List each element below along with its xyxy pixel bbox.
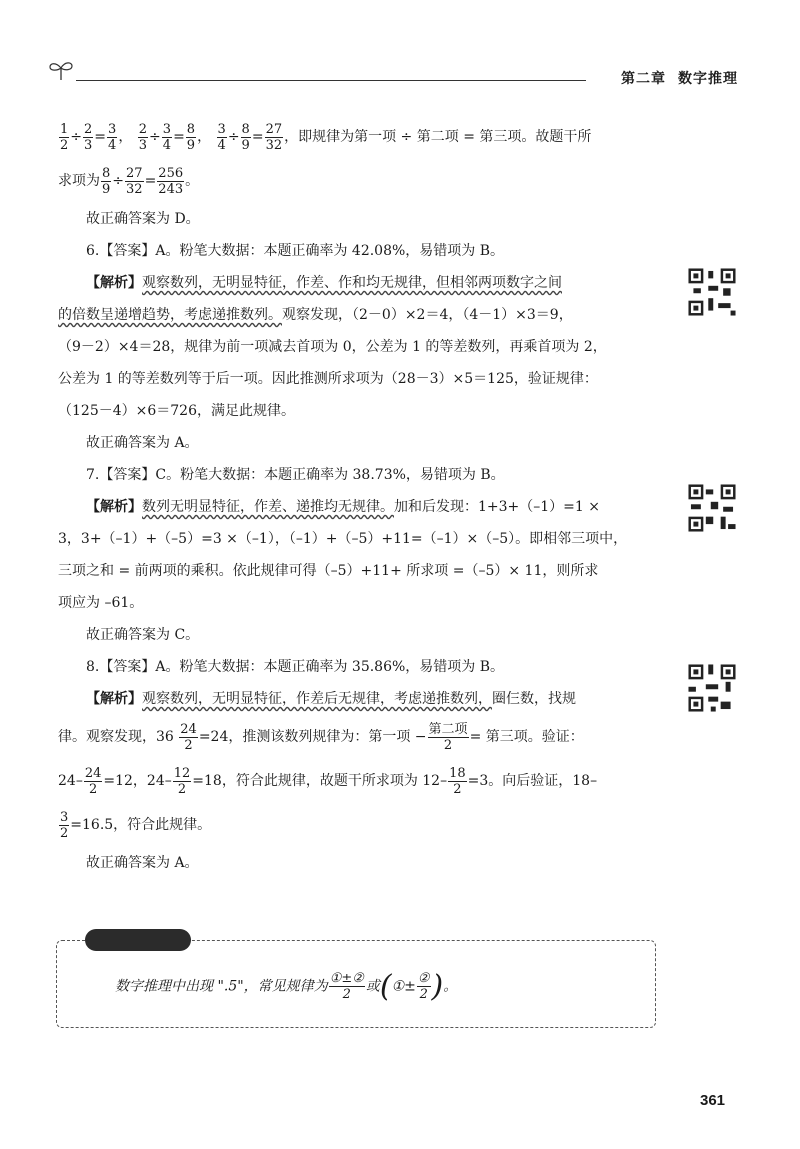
sprout-icon: [48, 58, 74, 82]
fraction: $\frac{2}{3}$: [138, 121, 148, 153]
q8-conclusion: 故正确答案为 A。: [86, 855, 199, 871]
q6-analysis-line-5: （125－4）×6＝726，满足此规律。: [58, 403, 295, 419]
q6-analysis-line-2: 的倍数呈递增趋势，考虑递推数列。观察发现，（2－0）×2＝4，（4－1）×3＝9，: [58, 307, 573, 323]
formula-line-2: 求项为 $\frac{8}{9}$ ÷ $\frac{27}{32}$ = $\frac{256}{243}$ 。: [58, 165, 200, 197]
q8-analysis-line-1: 【解析】观察数列，无明显特征，作差后无规律，考虑递推数列，圈仨数，找规: [86, 691, 576, 707]
q8-analysis-line-3: 24– $\frac{24}{2}$ =12，24– $\frac{12}{2}$ =18，符合此规律，故题干所求项为 12– $\frac{18}{2}$ =3。向后验证，18–: [58, 765, 598, 797]
q7-analysis-line-1: 【解析】数列无明显特征，作差、递推均无规律。加和后发现：1+3+（–1）=1 ×: [86, 499, 601, 515]
answer-5: 故正确答案为 D。: [86, 211, 200, 227]
q7-analysis-line-4: 项应为 –61。: [58, 595, 144, 611]
qr-code-icon[interactable]: [686, 266, 738, 318]
fraction: $\frac{24}{2}$: [84, 765, 102, 797]
chapter-label: [621, 68, 738, 88]
q8-analysis-line-2: 律。观察发现，36 $\frac{24}{2}$ =24，推测该数列规律为：第一项 − $\frac{\text{第二项}}{2}$ = 第三项。验证：: [58, 721, 584, 753]
analysis-tag: 【解析】: [86, 275, 142, 291]
page-content: [58, 118, 658, 882]
q7-answer-header: 7.【答案】C。粉笔大数据：本题正确率为 38.73%，易错项为 B。: [86, 467, 505, 483]
fraction: $\frac{\text{②}}{2}$: [417, 971, 430, 1002]
analysis-tag: 【解析】: [86, 499, 142, 515]
fraction: $\frac{\text{①±②}}{2}$: [329, 971, 364, 1002]
fraction: $\frac{2}{3}$: [84, 121, 93, 153]
chapter-number: 第二章: [621, 71, 666, 87]
tip-box: [56, 940, 656, 1028]
fraction: $\frac{24}{2}$: [180, 721, 197, 753]
fraction: $\frac{\text{第二项}}{2}$: [428, 721, 468, 753]
tip-badge-icon: [85, 929, 191, 951]
qr-code-icon[interactable]: [686, 662, 738, 714]
fraction: $\frac{256}{243}$: [158, 165, 184, 197]
fraction: $\frac{3}{4}$: [108, 121, 117, 153]
header-rule: [76, 80, 586, 81]
q7-analysis-line-3: 三项之和 = 前两项的乘积。依此规律可得（–5）+11+ 所求项 =（–5）× 11，则所求: [58, 563, 599, 579]
formula-line-1: $\frac{1}{2}$ ÷ $\frac{2}{3}$ = $\frac{3}{4}$ ， $\frac{2}{3}$ ÷ $\frac{3}{4}$ = $\frac{8}{9}$ ， $\frac{3}{4}$ ÷ $\frac{8}{9}$ = $\frac{27}{32}$ ，即规律为第一项 ÷ 第二项 = 第三项。故题干所: [60, 121, 592, 153]
q6-analysis-line-1: 【解析】观察数列，无明显特征，作差、作和均无规律，但相邻两项数字之间: [86, 275, 562, 291]
fraction: $\frac{18}{2}$: [449, 765, 466, 797]
fraction: $\frac{27}{32}$: [126, 165, 143, 197]
fraction: $\frac{3}{4}$: [217, 121, 226, 153]
q7-conclusion: 故正确答案为 C。: [86, 627, 200, 643]
fraction: $\frac{8}{9}$: [102, 165, 111, 197]
fraction: $\frac{8}{9}$: [241, 121, 250, 153]
page-header: [48, 56, 738, 96]
q6-analysis-line-3: （9－2）×4＝28，规律为前一项减去首项为 0，公差为 1 的等差数列，再乘首项为 2，: [58, 339, 607, 355]
fraction: $\frac{27}{32}$: [265, 121, 283, 153]
rule-text: ，即规律为第一项 ÷ 第二项 = 第三项。故题干所: [284, 129, 592, 145]
q6-conclusion: 故正确答案为 A。: [86, 435, 199, 451]
fraction: $\frac{1}{2}$: [60, 121, 69, 153]
q6-analysis-line-4: 公差为 1 的等差数列等于后一项。因此推测所求项为（28－3）×5＝125，验证规律：: [58, 371, 598, 387]
q6-answer-header: 6.【答案】A。粉笔大数据：本题正确率为 42.08%，易错项为 B。: [86, 243, 505, 259]
q7-analysis-line-2: 3，3+（–1）+（–5）=3 ×（–1），（–1）+（–5）+11=（–1）×（–5）。即相邻三项中，: [58, 531, 628, 547]
q8-analysis-line-4: $\frac{3}{2}$ =16.5，符合此规律。: [60, 809, 212, 841]
q8-answer-header: 8.【答案】A。粉笔大数据：本题正确率为 35.86%，易错项为 B。: [86, 659, 505, 675]
chapter-title: 数字推理: [678, 71, 738, 87]
tip-text: 数字推理中出现 ".5"，常见规律为 $\frac{\text{①±②}}{2}$ 或(①± $\frac{\text{②}}{2}$ )。: [115, 968, 458, 1004]
fraction: $\frac{3}{2}$: [60, 809, 69, 841]
page-number: 361: [700, 1092, 726, 1109]
qr-code-icon[interactable]: [686, 482, 738, 534]
analysis-tag: 【解析】: [86, 691, 142, 707]
fraction: $\frac{3}{4}$: [162, 121, 172, 153]
fraction: $\frac{12}{2}$: [173, 765, 191, 797]
fraction: $\frac{8}{9}$: [186, 121, 196, 153]
